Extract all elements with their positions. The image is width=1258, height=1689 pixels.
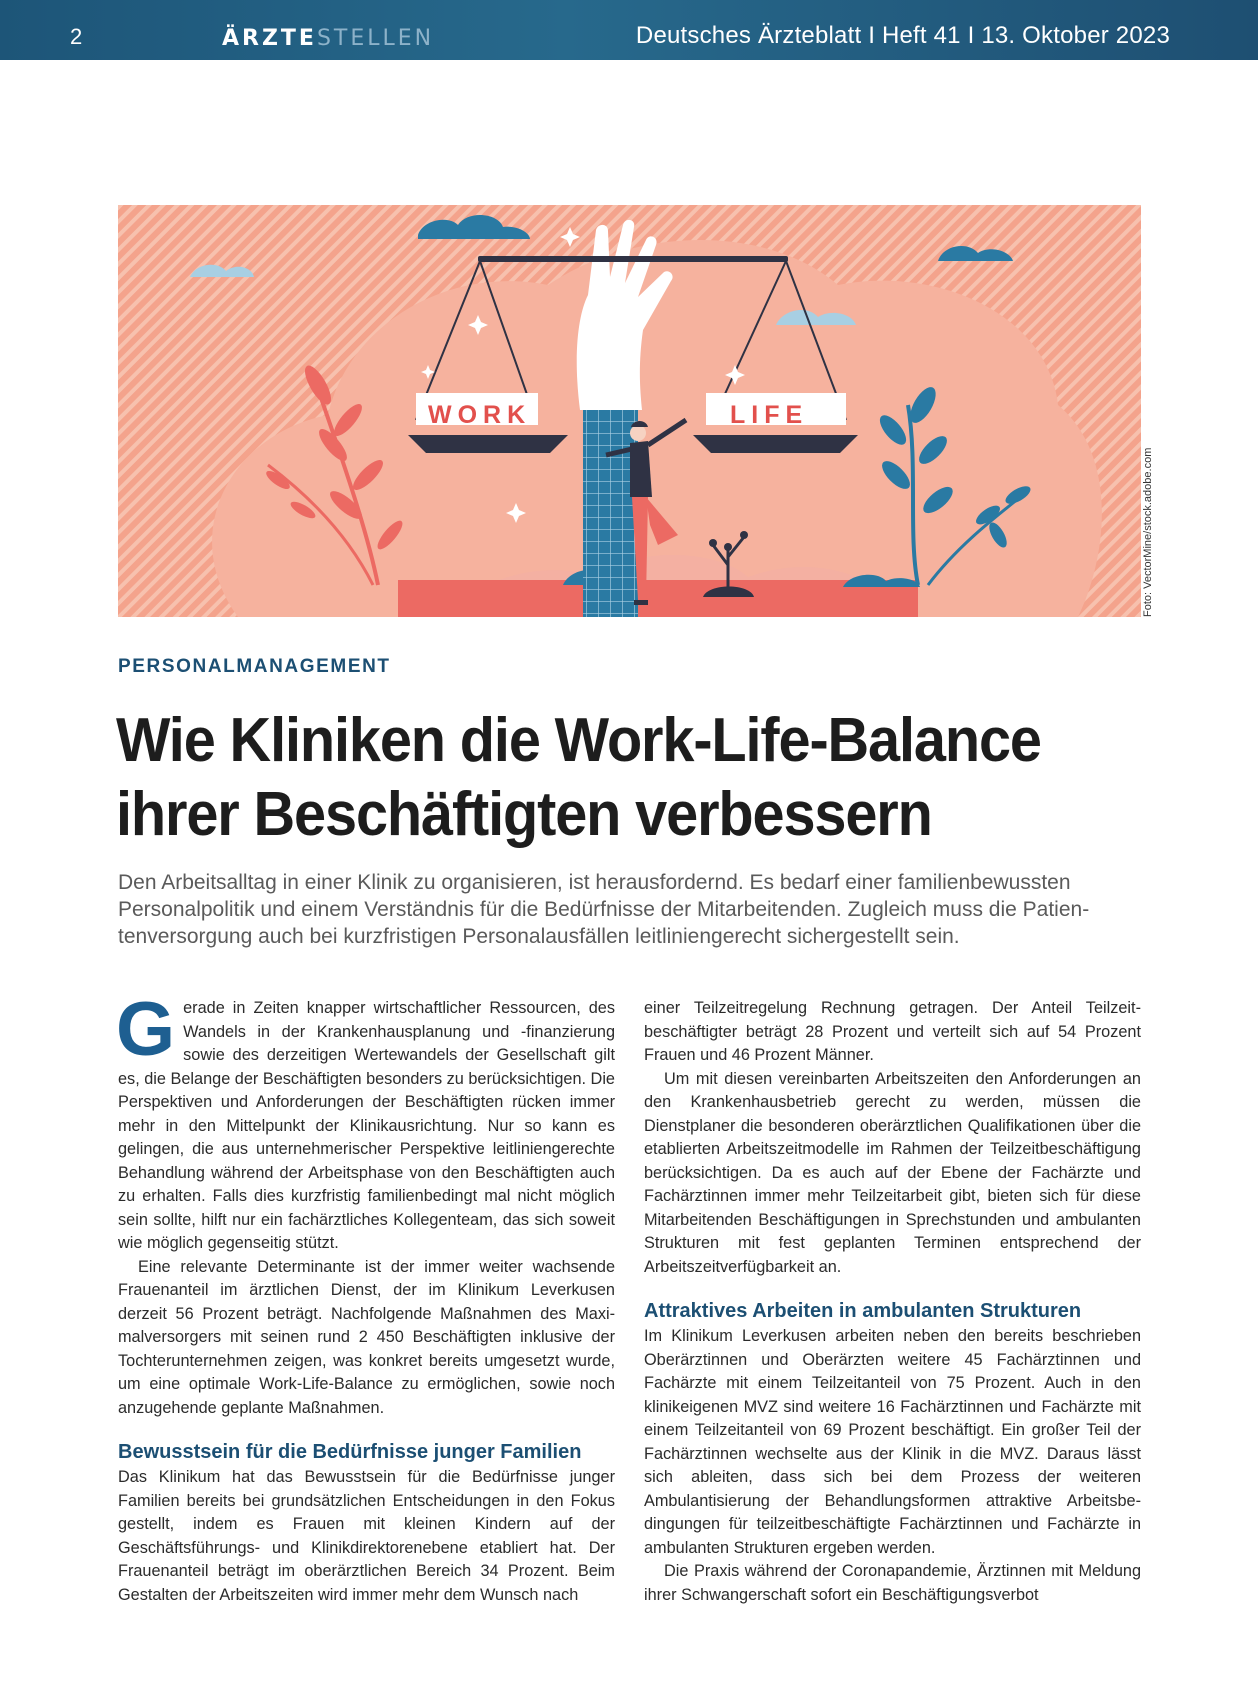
paragraph: einer Teilzeitregelung Rechnung getragen. Der Anteil Teilzeitbeschäftigter beträgt 28 Prozent und verteilt sich auf 54 Prozent Frauen und 46 Prozent Männer. xyxy=(644,999,1141,1064)
ground-strip xyxy=(398,580,918,617)
paragraph-text: erade in Zeiten knapper wirtschaftlicher Ressourcen, des Wandels in der Krankenhausplanung und -finanzierung sowie des derzeitigen Wertewandels der Gesellschaft gilt es, die Belange der Beschäftigten besonders zu berücksichtigen. Die Perspektiven und Anforderungen der Beschäftigten rücken immer mehr in den Mittelpunkt der Klinikausrichtung. Nur so kann es gelingen, die aus unternehmerischer Perspektive leitliniengerechte Behandlung während der Arbeitsphase von den Beschäftigten auch zu erhalten. Falls dies kurzfristig familienbedingt mal nicht möglich sein sollte, hilft nur ein fachärztliches Kollegenteam, das sich soweit wie möglich gegenseitig stützt. xyxy=(118,999,615,1252)
drop-cap: G xyxy=(116,987,176,1072)
right-pan-label: LIFE xyxy=(730,401,809,429)
paragraph: Die Praxis während der Coronapandemie, Ärztinnen mit Meldung ihrer Schwangerschaft sofort ein Beschäftigungsverbot xyxy=(644,1562,1141,1604)
section-kicker: PERSONALMANAGEMENT xyxy=(118,656,391,677)
paragraph: Um mit diesen vereinbarten Arbeitszeiten den Anforderungen an den Krankenhausbetrieb gerecht zu werden, müssen die Dienstplaner die besonderen oberärztlichen Qualifikationen über die etablierten Arbeitszeitmodelle im Rahmen der Teilzeitbeschäftigung berücksichtigen. Da es auch auf der Ebene der Fachärzte und Fachärztinnen immer mehr Teilzeitarbeit gibt, bieten sich für diese Mitarbeitenden Beschäftigungen in Sprechstunden und ambulanten Strukturen mit fest geplanten Terminen entsprechend der Arbeitszeitverfügbarkeit an. xyxy=(644,1069,1141,1276)
work-life-balance-illustration xyxy=(118,205,1141,617)
subheading: Attraktives Arbeiten in ambulanten Strukturen xyxy=(644,1300,1082,1322)
paragraph: Eine relevante Determinante ist der immer weiter wachsende Frauenanteil im ärztlichen Dienst, der im Klinikum Leverkusen derzeit 56 Prozent beträgt. Nachfolgende Maßnahmen des Maximalversorgers mit seinen rund 2 450 Beschäftigten inklusive der Tochterunternehmen zeigen, was konkret bereits umgesetzt wurde, um eine optimale Work-Life-Balance zu ermöglichen, sowie noch anzugehende geplante Maßnahmen. xyxy=(118,1257,615,1417)
paragraph: Im Klinikum Leverkusen arbeiten neben den bereits beschrieben Oberärztinnen und Oberärzten weitere 45 Fachärztinnen und Fachärzte mit einem Teilzeitanteil von 75 Prozent. Auch in den klinikeigenen MVZ sind weitere 16 Fachärztinnen und Fachärzte mit einem Teilzeitanteil von 69 Prozent beschäftigt. Ein großer Teil der Fachärztinnen wechselte aus der Klinik in die MVZ. Daraus lässt sich ableiten, dass sich bei dem Prozess der weiteren Ambulantisierung der Behandlungsformen attraktive Arbeitsbedingungen für teilzeitbeschäftigte Fachärztinnen und Fachärzte in ambulanten Strukturen ergeben werden. xyxy=(644,1327,1141,1557)
subheading: Bewusstsein für die Bedürfnisse junger Familien xyxy=(118,1441,582,1463)
brand-logo-part1: ÄRZTE xyxy=(222,26,317,51)
issue-info: Deutsches Ärzteblatt I Heft 41 I 13. Oktober 2023 xyxy=(635,22,1170,49)
paragraph: Das Klinikum hat das Bewusstsein für die Bedürfnisse junger Familien bereits bei grundsätzlichen Entscheidungen in den Fokus gestellt, indem es Frauen mit kleinen Kindern auf der Geschäftsführungs- und Klinikdirektorenebene etabliert hat. Der Frauenanteil beträgt im oberärztlichen Bereich 34 Prozent. Beim Gestalten der Arbeitszeiten wird immer mehr dem Wunsch nach xyxy=(118,1468,615,1604)
body-column-left xyxy=(116,987,615,1607)
body-column-right xyxy=(644,997,1141,1607)
brand-logo xyxy=(222,26,434,51)
hero-illustration xyxy=(118,205,1141,617)
brand-logo-part2: STELLEN xyxy=(316,26,435,51)
page-number: 2 xyxy=(70,24,83,49)
left-pan-label: WORK xyxy=(428,401,532,429)
photo-credit: Foto: VectorMine/stock.adobe.com xyxy=(1142,447,1154,617)
paragraph xyxy=(116,987,615,1256)
article-title-line2: ihrer Beschäftigten verbessern xyxy=(116,780,932,849)
header-bar xyxy=(0,0,1258,60)
article-title xyxy=(116,704,1083,852)
article-title-line1: Wie Kliniken die Work-Life-Balance xyxy=(116,706,1041,775)
article-lead: Den Arbeitsalltag in einer Klinik zu organisieren, ist herausfordernd. Es bedarf einer familienbewussten Personalpolitik und einem Verständnis für die Bedürfnisse der Mitarbeitenden. Zugleich muss die Patientenversorgung auch bei kurzfristigen Personalausfällen leitliniengerecht sichergestellt sein. xyxy=(118,871,1090,948)
